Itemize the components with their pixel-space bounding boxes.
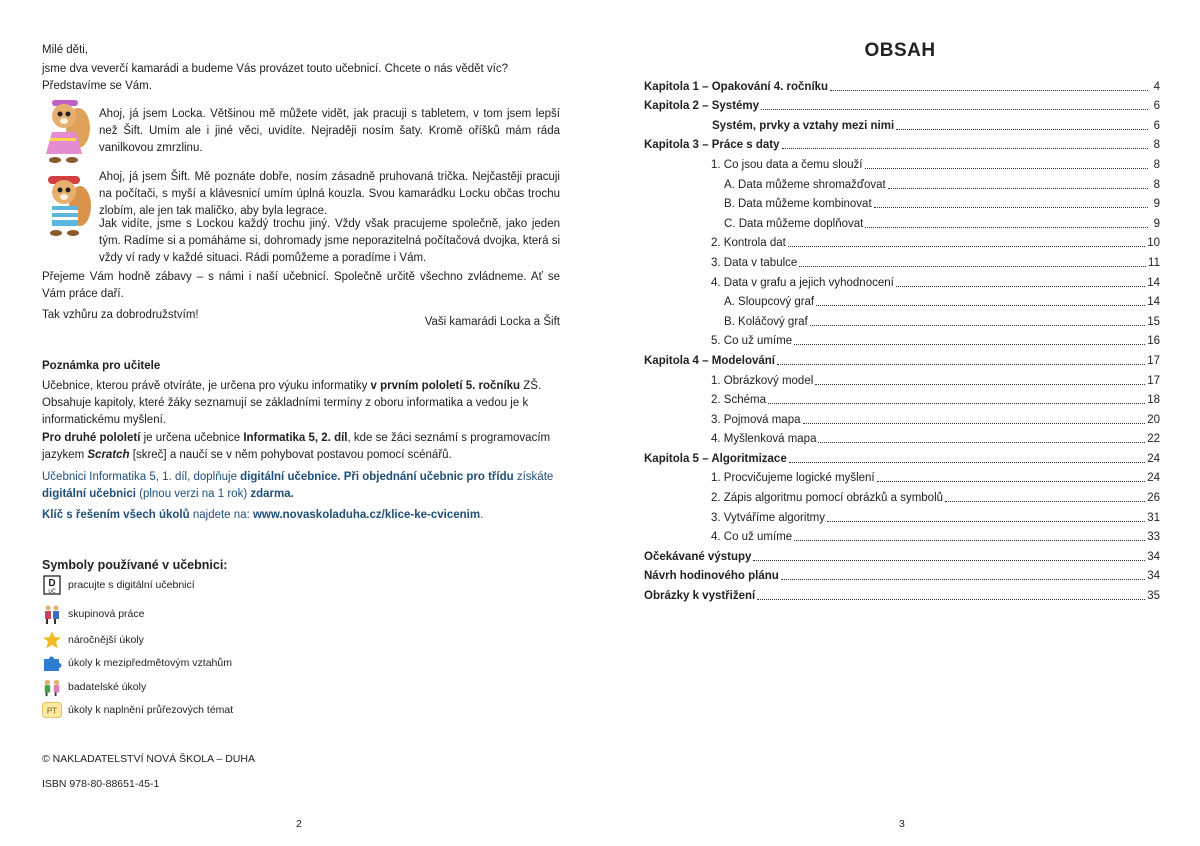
- toc-entry-page: 24: [1147, 452, 1160, 465]
- symbol-label: skupinová práce: [68, 608, 145, 620]
- toc-entry-page: 20: [1147, 413, 1160, 426]
- toc-leader-dots: [896, 129, 1148, 130]
- toc-leader-dots: [877, 481, 1146, 482]
- toc-entry-title: Kapitola 5 – Algoritmizace: [644, 452, 787, 465]
- toc-leader-dots: [896, 286, 1145, 287]
- group-work-icon: [42, 604, 62, 624]
- toc-entry[interactable]: [644, 94, 1160, 114]
- research-icon: [42, 677, 62, 697]
- toc-entry[interactable]: [644, 583, 1160, 603]
- toc-entry-title: Kapitola 4 – Modelování: [644, 354, 775, 367]
- star-icon: [42, 630, 62, 650]
- page-number-left: 2: [296, 818, 302, 830]
- toc-entry[interactable]: [644, 329, 1160, 349]
- toc-leader-dots: [815, 384, 1145, 385]
- toc-leader-dots: [810, 325, 1145, 326]
- svg-text:UČ: UČ: [48, 589, 56, 595]
- toc-entry[interactable]: [644, 544, 1160, 564]
- toc-entry-page: 17: [1147, 374, 1160, 387]
- toc-entry[interactable]: [644, 564, 1160, 584]
- toc-entry-title: 4. Data v grafu a jejich vyhodnocení: [711, 276, 894, 289]
- toc-entry-page: 34: [1147, 550, 1160, 563]
- toc-entry[interactable]: [644, 172, 1160, 192]
- toc-entry-title: C. Data můžeme doplňovat: [724, 217, 864, 230]
- toc-leader-dots: [816, 305, 1145, 306]
- toc-leader-dots: [945, 501, 1145, 502]
- toc-entry-title: 4. Co už umíme: [711, 531, 793, 544]
- toc-entry[interactable]: [644, 74, 1160, 94]
- toc-entry-title: 3. Vytváříme algoritmy: [711, 511, 825, 524]
- symbol-label: pracujte s digitální učebnicí: [68, 579, 195, 591]
- symbol-label: badatelské úkoly: [68, 681, 147, 693]
- toc-entry-page: 31: [1147, 511, 1160, 524]
- sift-text: Ahoj, já jsem Šift. Mě poznáte dobře, nosím zásadně pruhovaná trička. Nejčastěji pracuji na počítači, s myší a klávesnicí umím úplná kouzla. Svou kamarádku Locku občas trochu zlobím, ale jen tak maličko, aby byla legrace.: [99, 171, 560, 217]
- toc-entry-title: 1. Procvičujeme logické myšlení: [711, 472, 875, 485]
- toc-entry-page: 35: [1147, 590, 1160, 603]
- digital-textbook-icon: [42, 575, 62, 595]
- toc-entry-title: A. Sloupcový graf: [724, 296, 815, 309]
- svg-text:D: D: [48, 578, 56, 589]
- toc-leader-dots: [830, 90, 1148, 91]
- digital-textbook-note: Učebnici Informatika 5, 1. díl, doplňuje digitální učebnice. Při objednání učebnic pro třídu získáte digitální učebnici (plnou verzi na 1 rok) zdarma.: [42, 471, 554, 500]
- symbol-row: [42, 653, 232, 673]
- pt-icon: [42, 700, 62, 720]
- toc-entry-page: 26: [1147, 492, 1160, 505]
- toc-leader-dots: [818, 442, 1145, 443]
- toc-entry-title: Kapitola 2 – Systémy: [644, 100, 760, 113]
- answer-key-note: Klíč s řešením všech úkolů najdete na: www.novaskoladuha.cz/klice-ke-cvicenim.: [42, 509, 484, 521]
- toc-entry[interactable]: [644, 270, 1160, 290]
- intro-paragraph: jsme dva veverčí kamarádi a budeme Vás provázet touto učebnicí. Chcete o nás vědět víc? Představíme se Vám.: [42, 63, 508, 92]
- teacher-note-p1: Učebnice, kterou právě otvíráte, je určena pro výuku informatiky v prvním pololetí 5. ročníku ZŠ. Obsahuje kapitoly, které žáky seznamují se základními termíny z oboru informatika a vedou je k informatickému myšlení.: [42, 380, 542, 426]
- toc-entry-page: 8: [1153, 158, 1160, 171]
- table-of-contents: [644, 74, 1160, 603]
- toc-leader-dots: [782, 148, 1148, 149]
- symbol-row: [42, 700, 233, 720]
- sift-illustration: [42, 172, 92, 236]
- wish-text: Přejeme Vám hodně zábavy – s námi i naší učebnicí. Společně určitě všechno zvládneme. Ať se Vám práce daří.: [42, 271, 560, 300]
- toc-entry-title: Očekávané výstupy: [644, 550, 752, 563]
- toc-entry-title: Návrh hodinového plánu: [644, 570, 779, 583]
- isbn: ISBN 978-80-88651-45-1: [42, 778, 160, 790]
- toc-leader-dots: [865, 227, 1148, 228]
- toc-title: OBSAH: [864, 40, 936, 61]
- toc-entry-page: 11: [1148, 256, 1160, 269]
- toc-entry-page: 14: [1147, 296, 1160, 309]
- toc-entry-page: 6: [1153, 119, 1160, 132]
- toc-entry[interactable]: [644, 211, 1160, 231]
- toc-leader-dots: [888, 188, 1148, 189]
- toc-entry[interactable]: [644, 368, 1160, 388]
- toc-entry-title: Kapitola 3 – Práce s daty: [644, 139, 780, 152]
- adventure-text: Tak vzhůru za dobrodružstvím!: [42, 309, 199, 321]
- toc-leader-dots: [874, 207, 1148, 208]
- toc-entry[interactable]: [644, 152, 1160, 172]
- toc-entry[interactable]: [644, 427, 1160, 447]
- toc-entry-title: Systém, prvky a vztahy mezi nimi: [712, 119, 895, 132]
- toc-leader-dots: [761, 109, 1148, 110]
- toc-leader-dots: [753, 560, 1145, 561]
- toc-entry[interactable]: [644, 348, 1160, 368]
- teacher-note-title: Poznámka pro učitele: [42, 360, 161, 372]
- toc-entry-title: 5. Co už umíme: [711, 335, 793, 348]
- greeting: Milé děti,: [42, 44, 89, 56]
- toc-entry-title: 2. Schéma: [711, 394, 766, 407]
- symbol-label: úkoly k mezipředmětovým vztahům: [68, 657, 232, 669]
- toc-entry-page: 9: [1153, 198, 1160, 211]
- toc-entry-page: 17: [1147, 354, 1160, 367]
- signature: Vaši kamarádi Locka a Šift: [424, 316, 560, 328]
- toc-entry-page: 18: [1147, 394, 1160, 407]
- toc-entry-page: 6: [1153, 100, 1160, 113]
- toc-entry-page: 33: [1147, 531, 1160, 544]
- teacher-note-p2: Pro druhé pololetí je určena učebnice Informatika 5, 2. díl, kde se žáci seznámí s programovacím jazykem Scratch [skreč] a naučí se v něm pohybovat postavou pomocí scénářů.: [42, 432, 551, 461]
- toc-leader-dots: [777, 364, 1145, 365]
- toc-entry-title: 2. Kontrola dat: [711, 237, 786, 250]
- toc-entry[interactable]: [644, 446, 1160, 466]
- symbol-row: [42, 575, 195, 595]
- toc-entry[interactable]: [644, 290, 1160, 310]
- symbol-label: úkoly k naplnění průřezových témat: [68, 704, 234, 716]
- toc-leader-dots: [789, 462, 1145, 463]
- toc-leader-dots: [768, 403, 1145, 404]
- toc-entry-title: 3. Pojmová mapa: [711, 413, 801, 426]
- locka-illustration: [42, 98, 92, 162]
- svg-text:PT: PT: [46, 706, 58, 716]
- toc-entry-title: 1. Co jsou data a čemu slouží: [711, 158, 863, 171]
- toc-entry[interactable]: [644, 388, 1160, 408]
- toc-entry-page: 22: [1147, 433, 1160, 446]
- symbols-title: Symboly používané v učebnici:: [42, 558, 228, 572]
- toc-entry-title: 2. Zápis algoritmu pomocí obrázků a symbolů: [711, 492, 944, 505]
- toc-entry-page: 8: [1153, 139, 1160, 152]
- toc-entry-page: 34: [1147, 570, 1160, 583]
- toc-entry-title: Obrázky k vystřižení: [644, 590, 756, 603]
- toc-entry-page: 4: [1153, 80, 1160, 93]
- symbol-row: [42, 630, 144, 650]
- toc-entry[interactable]: [644, 231, 1160, 251]
- toc-leader-dots: [781, 579, 1145, 580]
- copyright: © NAKLADATELSTVÍ NOVÁ ŠKOLA – DUHA: [42, 753, 255, 765]
- toc-entry-page: 16: [1147, 335, 1160, 348]
- together-text: Jak vidíte, jsme s Lockou každý trochu jiný. Vždy však pracujeme společně, jako jeden tým. Radíme si a pomáháme si, dohromady jsme neporazitelná počítačová dvojka, která si vždy ví rady v každé situaci. Rádi pomůžeme a poradíme i Vám.: [99, 218, 560, 264]
- toc-leader-dots: [827, 521, 1145, 522]
- toc-entry[interactable]: [644, 505, 1160, 525]
- toc-entry[interactable]: [644, 309, 1160, 329]
- toc-leader-dots: [794, 540, 1145, 541]
- toc-entry[interactable]: [644, 485, 1160, 505]
- toc-entry[interactable]: [644, 113, 1160, 133]
- toc-entry-title: B. Data můžeme kombinovat: [724, 198, 872, 211]
- toc-leader-dots: [799, 266, 1146, 267]
- toc-entry[interactable]: [644, 133, 1160, 153]
- toc-leader-dots: [757, 599, 1145, 600]
- toc-leader-dots: [865, 168, 1149, 169]
- toc-entry-title: A. Data můžeme shromažďovat: [724, 178, 886, 191]
- toc-entry-title: Kapitola 1 – Opakování 4. ročníku: [644, 80, 829, 93]
- toc-entry-page: 15: [1147, 315, 1160, 328]
- toc-entry-title: 1. Obrázkový model: [711, 374, 814, 387]
- right-page: [600, 0, 1200, 846]
- puzzle-icon: [42, 653, 62, 673]
- page-number-right: 3: [899, 818, 905, 830]
- toc-entry[interactable]: [644, 525, 1160, 545]
- toc-leader-dots: [788, 246, 1145, 247]
- answer-key-link[interactable]: www.novaskoladuha.cz/klice-ke-cvicenim: [252, 509, 481, 521]
- toc-entry-title: 3. Data v tabulce: [711, 256, 798, 269]
- locka-text: Ahoj, já jsem Locka. Většinou mě můžete vidět, jak pracuji s tabletem, v tom jsem lepší než Šift. Umím ale i jiné věci, uvidíte. Nejraději nosím šaty. Kromě oříšků mám ráda vanilkovou zmrzlinu.: [99, 108, 560, 154]
- toc-entry-page: 24: [1147, 472, 1160, 485]
- symbol-row: [42, 677, 146, 697]
- symbol-label: náročnější úkoly: [68, 634, 144, 646]
- toc-entry-title: 4. Myšlenková mapa: [711, 433, 817, 446]
- toc-leader-dots: [794, 344, 1145, 345]
- toc-entry[interactable]: [644, 250, 1160, 270]
- toc-entry-page: 14: [1147, 276, 1160, 289]
- toc-entry-page: 10: [1147, 237, 1160, 250]
- toc-entry[interactable]: [644, 192, 1160, 212]
- symbol-row: [42, 604, 144, 624]
- toc-entry[interactable]: [644, 466, 1160, 486]
- toc-entry-page: 9: [1153, 217, 1160, 230]
- toc-entry[interactable]: [644, 407, 1160, 427]
- toc-entry-title: B. Koláčový graf: [724, 315, 808, 328]
- toc-entry-page: 8: [1153, 178, 1160, 191]
- toc-leader-dots: [803, 423, 1146, 424]
